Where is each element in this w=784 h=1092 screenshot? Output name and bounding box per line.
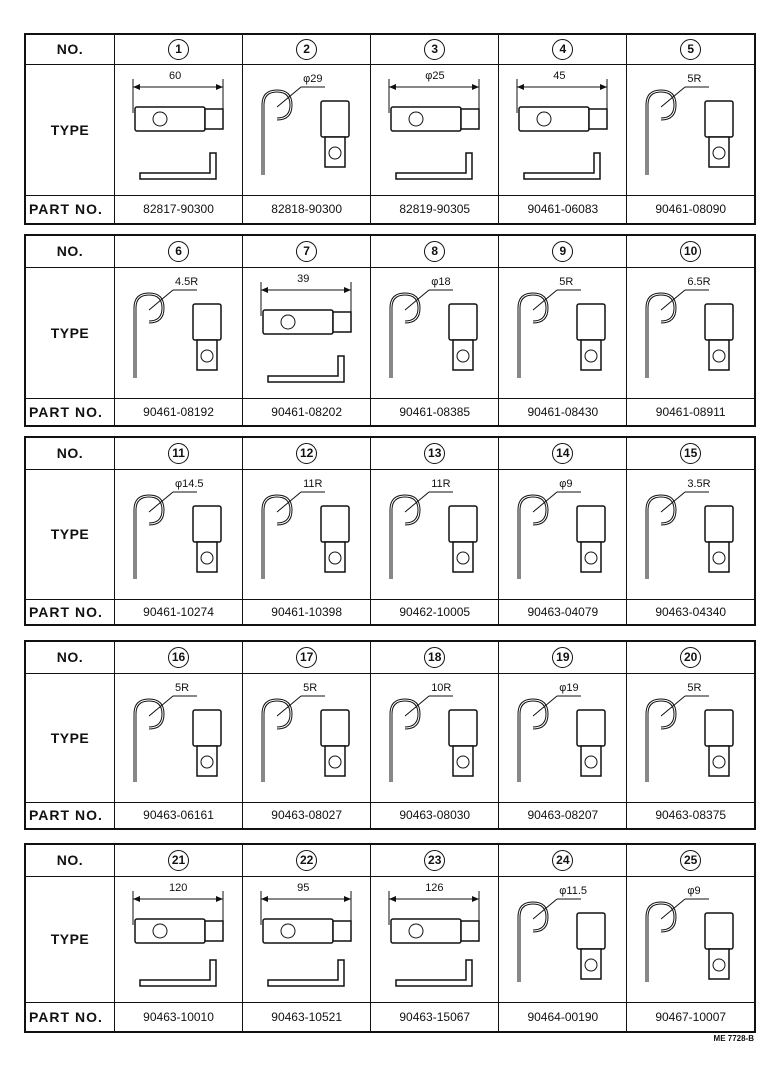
dimension-label: 5R bbox=[687, 681, 702, 694]
part-number: 90463-10521 bbox=[243, 1002, 371, 1032]
item-number-cell bbox=[371, 34, 499, 64]
part-number: 90462-10005 bbox=[371, 599, 499, 625]
type-label: TYPE bbox=[25, 267, 115, 398]
type-label: TYPE bbox=[25, 64, 115, 195]
item-number: 14 bbox=[552, 443, 573, 464]
type-row bbox=[25, 469, 755, 599]
part-drawing bbox=[115, 65, 243, 195]
type-row bbox=[25, 673, 755, 802]
type-cell bbox=[115, 469, 243, 599]
dimension-label: φ25 bbox=[425, 69, 445, 82]
type-label: TYPE bbox=[25, 673, 115, 802]
item-number-cell bbox=[499, 235, 627, 267]
dimension-label: 3.5R bbox=[687, 477, 711, 490]
type-cell bbox=[627, 469, 755, 599]
part-number: 90463-08207 bbox=[499, 802, 627, 829]
part-number: 90461-08202 bbox=[243, 398, 371, 426]
type-row bbox=[25, 64, 755, 195]
type-cell bbox=[627, 64, 755, 195]
parts-table-2 bbox=[24, 234, 756, 427]
number-row bbox=[25, 641, 755, 673]
item-number-cell bbox=[243, 235, 371, 267]
part-number: 82817-90300 bbox=[115, 195, 243, 224]
type-cell bbox=[371, 267, 499, 398]
part-drawing bbox=[371, 877, 499, 1002]
dimension-label: 39 bbox=[297, 272, 310, 285]
type-cell bbox=[627, 673, 755, 802]
dimension-label: 10R bbox=[431, 681, 452, 694]
type-cell bbox=[243, 673, 371, 802]
part-number: 90463-04079 bbox=[499, 599, 627, 625]
item-number-cell bbox=[499, 844, 627, 876]
part-drawing bbox=[371, 65, 499, 195]
item-number: 8 bbox=[424, 241, 445, 262]
number-row bbox=[25, 437, 755, 469]
item-number: 17 bbox=[296, 647, 317, 668]
item-number-cell bbox=[627, 437, 755, 469]
item-number: 7 bbox=[296, 241, 317, 262]
type-cell bbox=[243, 267, 371, 398]
parts-table-5 bbox=[24, 843, 756, 1033]
dimension-label: 45 bbox=[553, 69, 566, 82]
item-number: 4 bbox=[552, 39, 573, 60]
type-cell bbox=[371, 469, 499, 599]
type-cell bbox=[627, 876, 755, 1002]
item-number: 11 bbox=[168, 443, 189, 464]
item-number-cell bbox=[371, 641, 499, 673]
type-cell bbox=[499, 64, 627, 195]
part-number: 90461-08911 bbox=[627, 398, 755, 426]
item-number: 3 bbox=[424, 39, 445, 60]
item-number: 23 bbox=[424, 850, 445, 871]
part-number: 90461-08192 bbox=[115, 398, 243, 426]
part-no-row bbox=[25, 1002, 755, 1032]
type-cell bbox=[243, 876, 371, 1002]
item-number: 1 bbox=[168, 39, 189, 60]
item-number: 10 bbox=[680, 241, 701, 262]
part-no-label: PART NO. bbox=[25, 1002, 115, 1032]
item-number-cell bbox=[243, 641, 371, 673]
no-label: NO. bbox=[25, 844, 115, 876]
item-number: 18 bbox=[424, 647, 445, 668]
item-number: 13 bbox=[424, 443, 445, 464]
drawing-code: ME 7728-B bbox=[713, 1034, 754, 1043]
dimension-label: 4.5R bbox=[175, 275, 199, 288]
dimension-label: φ29 bbox=[303, 72, 323, 85]
part-number: 90461-10398 bbox=[243, 599, 371, 625]
type-cell bbox=[371, 64, 499, 195]
dimension-label: φ19 bbox=[559, 681, 579, 694]
item-number-cell bbox=[115, 844, 243, 876]
type-cell bbox=[115, 876, 243, 1002]
item-number-cell bbox=[243, 437, 371, 469]
dimension-label: φ11.5 bbox=[559, 884, 588, 897]
item-number-cell bbox=[243, 844, 371, 876]
item-number-cell bbox=[115, 437, 243, 469]
part-no-row bbox=[25, 802, 755, 829]
dimension-label: 5R bbox=[175, 681, 190, 694]
item-number-cell bbox=[499, 34, 627, 64]
number-row bbox=[25, 235, 755, 267]
part-number: 82819-90305 bbox=[371, 195, 499, 224]
part-no-row bbox=[25, 195, 755, 224]
item-number-cell bbox=[627, 235, 755, 267]
part-drawing bbox=[499, 65, 627, 195]
item-number: 20 bbox=[680, 647, 701, 668]
item-number-cell bbox=[371, 437, 499, 469]
part-no-label: PART NO. bbox=[25, 195, 115, 224]
type-cell bbox=[371, 673, 499, 802]
item-number: 24 bbox=[552, 850, 573, 871]
type-cell bbox=[243, 469, 371, 599]
item-number: 25 bbox=[680, 850, 701, 871]
part-number: 90464-00190 bbox=[499, 1002, 627, 1032]
type-cell bbox=[115, 267, 243, 398]
type-cell bbox=[499, 267, 627, 398]
part-drawing bbox=[243, 268, 371, 398]
type-label: TYPE bbox=[25, 876, 115, 1002]
part-no-row bbox=[25, 599, 755, 625]
item-number: 15 bbox=[680, 443, 701, 464]
item-number-cell bbox=[627, 844, 755, 876]
item-number: 21 bbox=[168, 850, 189, 871]
item-number-cell bbox=[243, 34, 371, 64]
type-cell bbox=[499, 673, 627, 802]
type-cell bbox=[499, 876, 627, 1002]
dimension-label: φ9 bbox=[687, 884, 701, 897]
part-no-label: PART NO. bbox=[25, 599, 115, 625]
part-drawing bbox=[243, 877, 371, 1002]
item-number-cell bbox=[371, 844, 499, 876]
type-cell bbox=[115, 673, 243, 802]
item-number: 6 bbox=[168, 241, 189, 262]
dimension-label: 120 bbox=[169, 881, 188, 894]
item-number-cell bbox=[115, 235, 243, 267]
part-number: 82818-90300 bbox=[243, 195, 371, 224]
number-row bbox=[25, 844, 755, 876]
part-number: 90461-10274 bbox=[115, 599, 243, 625]
no-label: NO. bbox=[25, 34, 115, 64]
parts-table-1 bbox=[24, 33, 756, 225]
item-number: 2 bbox=[296, 39, 317, 60]
part-number: 90463-08030 bbox=[371, 802, 499, 829]
part-number: 90463-08027 bbox=[243, 802, 371, 829]
item-number-cell bbox=[627, 34, 755, 64]
part-drawing bbox=[115, 877, 243, 1002]
part-number: 90467-10007 bbox=[627, 1002, 755, 1032]
item-number: 16 bbox=[168, 647, 189, 668]
item-number-cell bbox=[499, 641, 627, 673]
dimension-label: 60 bbox=[169, 69, 182, 82]
part-number: 90461-08430 bbox=[499, 398, 627, 426]
parts-table-4 bbox=[24, 640, 756, 830]
no-label: NO. bbox=[25, 235, 115, 267]
dimension-label: φ14.5 bbox=[175, 477, 204, 490]
item-number-cell bbox=[627, 641, 755, 673]
part-number: 90463-10010 bbox=[115, 1002, 243, 1032]
type-cell bbox=[115, 64, 243, 195]
dimension-label: 11R bbox=[303, 477, 323, 490]
item-number: 5 bbox=[680, 39, 701, 60]
item-number-cell bbox=[115, 34, 243, 64]
item-number: 9 bbox=[552, 241, 573, 262]
dimension-label: 95 bbox=[297, 881, 310, 894]
dimension-label: 6.5R bbox=[687, 275, 711, 288]
part-number: 90461-06083 bbox=[499, 195, 627, 224]
dimension-label: 126 bbox=[425, 881, 444, 894]
dimension-label: 5R bbox=[687, 72, 702, 85]
part-number: 90463-08375 bbox=[627, 802, 755, 829]
item-number-cell bbox=[371, 235, 499, 267]
type-cell bbox=[243, 64, 371, 195]
type-row bbox=[25, 876, 755, 1002]
part-no-label: PART NO. bbox=[25, 398, 115, 426]
dimension-label: φ18 bbox=[431, 275, 451, 288]
item-number: 12 bbox=[296, 443, 317, 464]
item-number-cell bbox=[115, 641, 243, 673]
dimension-label: φ9 bbox=[559, 477, 573, 490]
part-no-row bbox=[25, 398, 755, 426]
item-number: 22 bbox=[296, 850, 317, 871]
part-number: 90461-08090 bbox=[627, 195, 755, 224]
type-cell bbox=[499, 469, 627, 599]
dimension-label: 11R bbox=[431, 477, 451, 490]
type-row bbox=[25, 267, 755, 398]
type-cell bbox=[371, 876, 499, 1002]
number-row bbox=[25, 34, 755, 64]
type-cell bbox=[627, 267, 755, 398]
part-number: 90463-06161 bbox=[115, 802, 243, 829]
part-number: 90461-08385 bbox=[371, 398, 499, 426]
part-number: 90463-04340 bbox=[627, 599, 755, 625]
item-number: 19 bbox=[552, 647, 573, 668]
dimension-label: 5R bbox=[559, 275, 574, 288]
parts-table-3 bbox=[24, 436, 756, 626]
no-label: NO. bbox=[25, 641, 115, 673]
part-no-label: PART NO. bbox=[25, 802, 115, 829]
no-label: NO. bbox=[25, 437, 115, 469]
dimension-label: 5R bbox=[303, 681, 318, 694]
item-number-cell bbox=[499, 437, 627, 469]
type-label: TYPE bbox=[25, 469, 115, 599]
part-number: 90463-15067 bbox=[371, 1002, 499, 1032]
